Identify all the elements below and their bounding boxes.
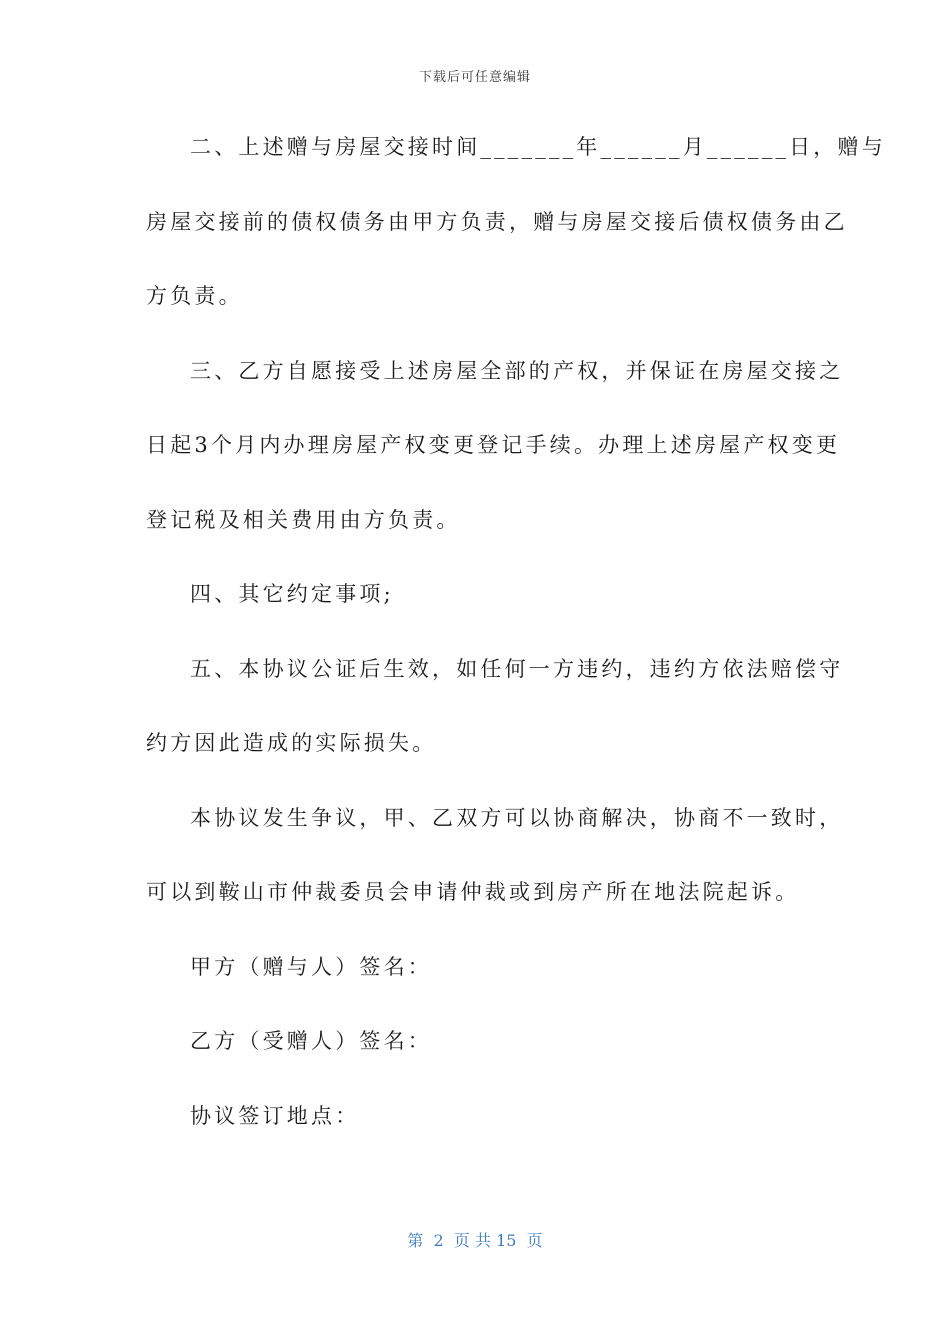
signature-line-party-a: 甲方（赠与人）签名： <box>190 954 432 979</box>
paragraph-line: 三、乙方自愿接受上述房屋全部的产权，并保证在房屋交接之 <box>190 358 844 383</box>
paragraph-line: 四、其它约定事项; <box>190 582 394 606</box>
paragraph-line: 可以到鞍山市仲裁委员会申请仲裁或到房产所在地法院起诉。 <box>146 880 800 904</box>
document-body <box>146 125 886 1168</box>
page-number: 第 2 页 共 15 页 <box>407 1231 543 1250</box>
page-header: 下载后可任意编辑 <box>418 70 531 85</box>
paragraph-line: 二、上述赠与房屋交接时间_______年______月______日，赠与 <box>190 135 886 159</box>
paragraph-line: 日起3个月内办理房屋产权变更登记手续。办理上述房屋产权变更 <box>146 433 841 457</box>
paragraph-line: 房屋交接前的债权债务由甲方负责，赠与房屋交接后债权债务由乙 <box>146 209 848 234</box>
signature-line-party-b: 乙方（受赠人）签名： <box>190 1029 432 1053</box>
paragraph-line: 约方因此造成的实际损失。 <box>146 731 437 755</box>
paragraph-line: 登记税及相关费用由方负责。 <box>146 507 461 532</box>
signing-location-line: 协议签订地点： <box>190 1103 360 1128</box>
paragraph-line: 方负责。 <box>146 284 243 308</box>
paragraph-line: 本协议发生争议，甲、乙双方可以协商解决，协商不一致时， <box>190 805 844 830</box>
paragraph-line: 五、本协议公证后生效，如任何一方违约，违约方依法赔偿守 <box>190 656 844 681</box>
